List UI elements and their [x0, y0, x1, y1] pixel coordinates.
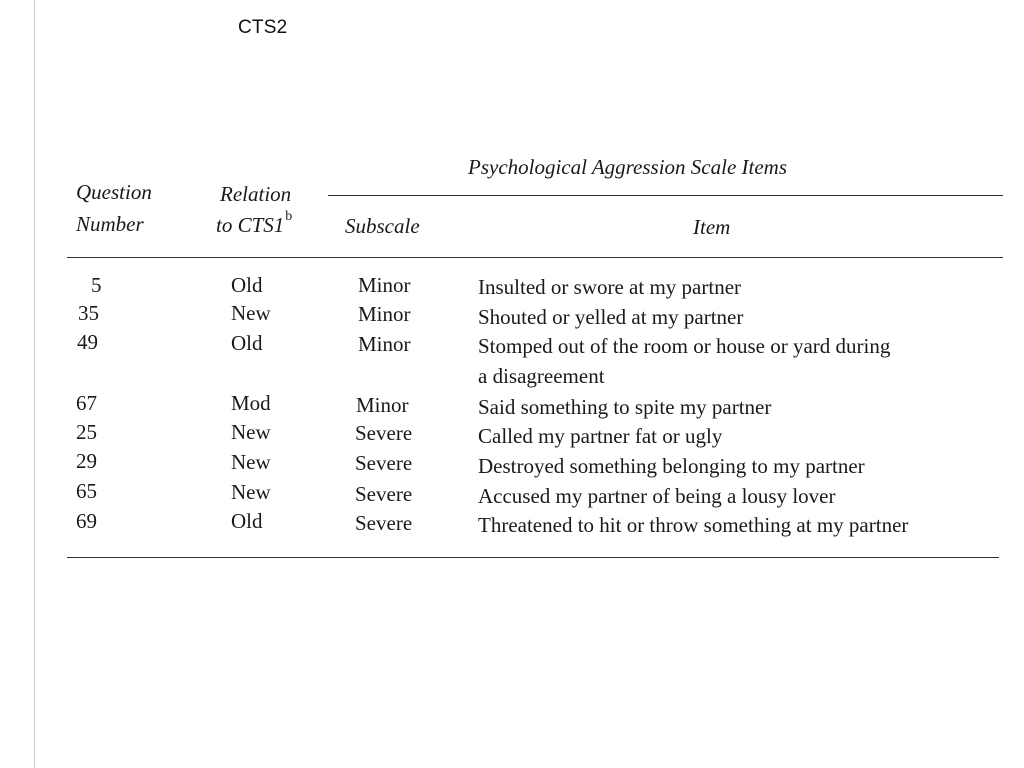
cell-subscale: Minor — [358, 332, 411, 356]
cell-item: Accused my partner of being a lousy lover — [478, 484, 836, 508]
cell-item: Threatened to hit or throw something at my partner — [478, 513, 909, 537]
cell-item: Said something to spite my partner — [478, 395, 772, 419]
cell-question-number: 49 — [77, 330, 98, 354]
cell-relation: Old — [231, 331, 263, 355]
cell-subscale: Minor — [358, 273, 411, 297]
cell-item: Called my partner fat or ugly — [478, 424, 723, 448]
cell-question-number: 25 — [76, 420, 97, 444]
cell-subscale: Severe — [355, 421, 413, 445]
header-relation-line2 — [216, 209, 293, 238]
header-bottom-rule — [67, 257, 1003, 258]
header-subscale: Subscale — [345, 214, 420, 238]
cell-relation: New — [231, 450, 271, 474]
cell-item: Destroyed something belonging to my partner — [478, 454, 865, 478]
table-group-heading: Psychological Aggression Scale Items — [468, 155, 788, 179]
header-relation-footnote: b — [285, 209, 293, 224]
cell-item: Shouted or yelled at my partner — [478, 305, 744, 329]
header-question-number-line1: Question — [76, 180, 152, 204]
document-title: CTS2 — [238, 17, 288, 38]
cell-item: Stomped out of the room or house or yard during — [478, 334, 891, 358]
cell-relation: New — [231, 301, 271, 325]
cell-relation: New — [231, 480, 271, 504]
cell-relation: Old — [231, 273, 263, 297]
cell-question-number: 5 — [91, 273, 102, 297]
cell-question-number: 69 — [76, 509, 97, 533]
cell-subscale: Minor — [356, 393, 409, 417]
cell-item: Insulted or swore at my partner — [478, 275, 742, 299]
cell-subscale: Severe — [355, 482, 413, 506]
table-bottom-rule — [67, 557, 999, 558]
cell-relation: New — [231, 420, 271, 444]
header-relation-line1: Relation — [220, 182, 292, 206]
page-left-border — [34, 0, 35, 768]
cell-subscale: Minor — [358, 302, 411, 326]
cell-question-number: 35 — [78, 301, 99, 325]
cell-subscale: Severe — [355, 451, 413, 475]
cell-subscale: Severe — [355, 511, 413, 535]
header-item: Item — [693, 215, 731, 239]
cell-item-continuation: a disagreement — [478, 364, 605, 388]
cell-relation: Old — [231, 509, 263, 533]
cell-question-number: 65 — [76, 479, 97, 503]
cell-relation: Mod — [231, 391, 271, 415]
header-question-number-line2: Number — [76, 212, 144, 236]
cell-question-number: 67 — [76, 391, 97, 415]
group-heading-rule — [328, 195, 1003, 196]
header-relation-text: to CTS1 — [216, 213, 285, 237]
cell-question-number: 29 — [76, 449, 97, 473]
